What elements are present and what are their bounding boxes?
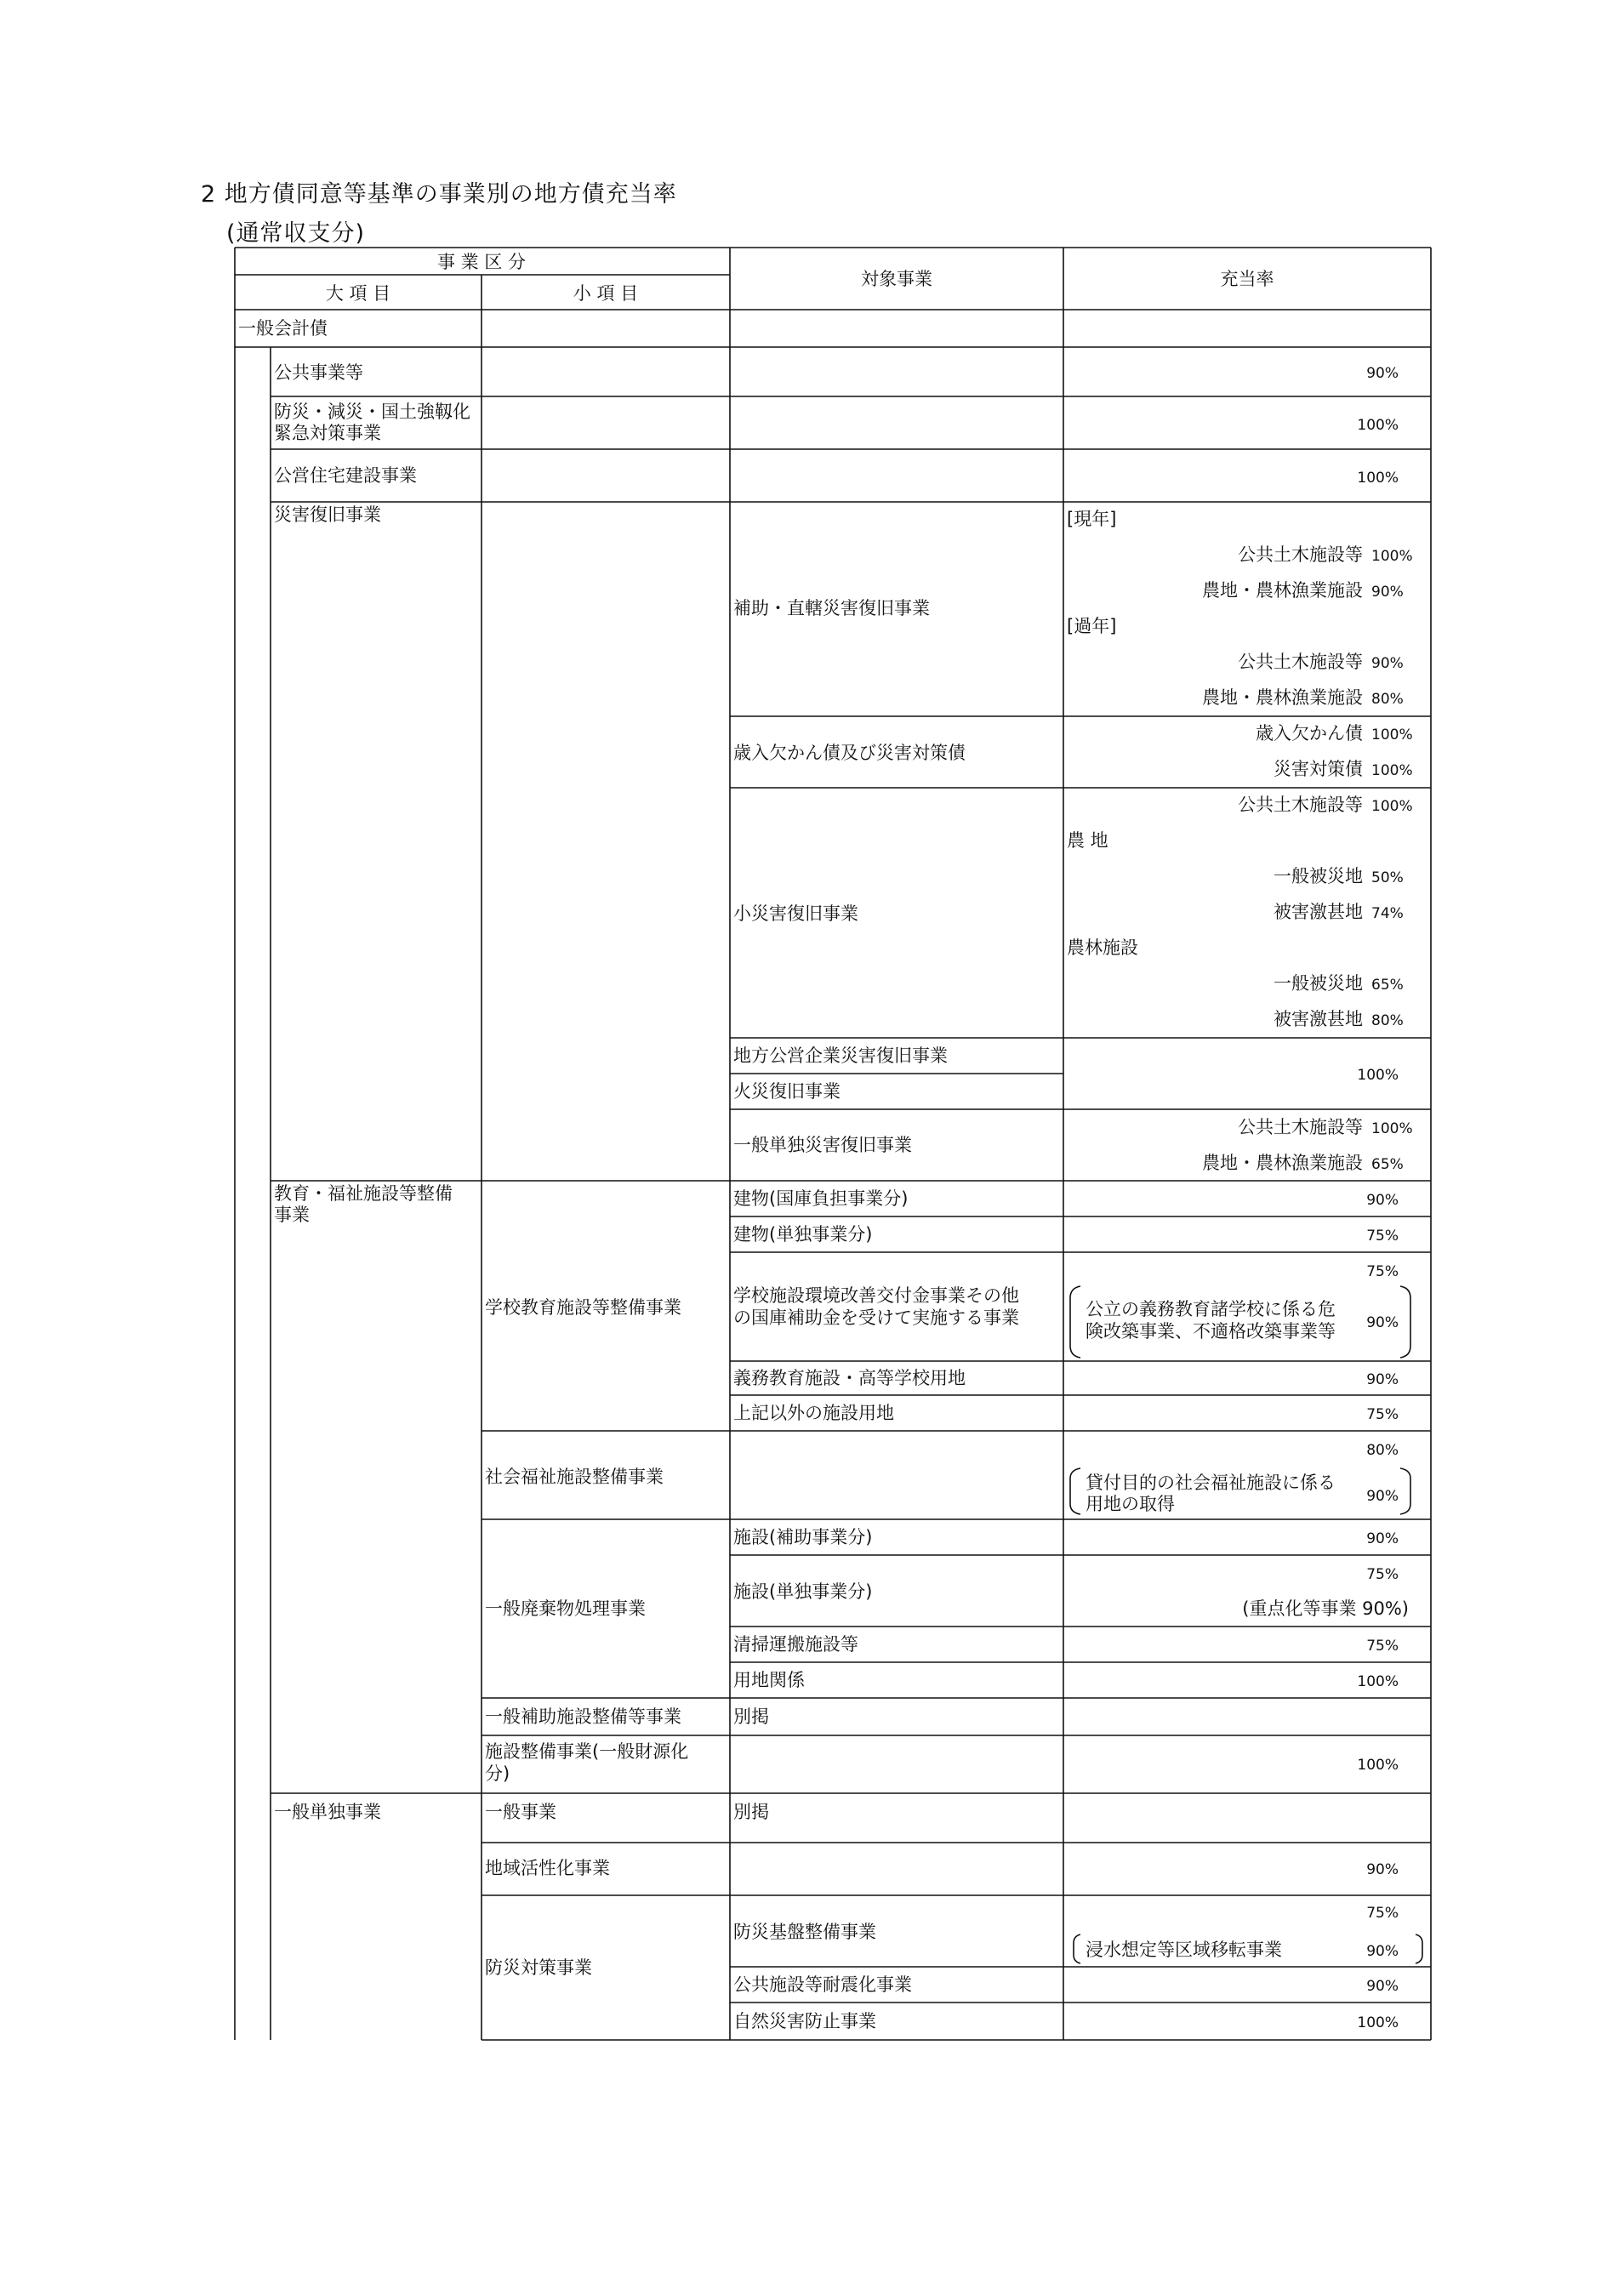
major-education-welfare-2: 事業: [274, 1205, 310, 1225]
target-building-national: 建物(国庫負担事業分): [733, 1188, 909, 1209]
rate-severe-area-1: 74%: [1371, 905, 1404, 922]
rate-welfare-lending: 90%: [1366, 1488, 1399, 1505]
rate-revenue-shortfall: 100%: [1371, 726, 1413, 743]
rate-other-facility-land: 75%: [1366, 1406, 1399, 1423]
target-public-enterprise-recovery: 地方公営企業災害復旧事業: [733, 1045, 948, 1066]
rate-public-housing: 100%: [1357, 470, 1399, 487]
target-building-single: 建物(単独事業分): [733, 1224, 873, 1245]
minor-social-welfare: 社会福祉施設整備事業: [485, 1467, 664, 1487]
rate-flood-relocation: 90%: [1366, 1943, 1399, 1960]
rate-public-civil-4: 100%: [1371, 1120, 1413, 1137]
rate-regional-revitalization: 90%: [1366, 1861, 1399, 1878]
page-subtitle: (通常収支分): [226, 220, 366, 247]
note-priority-projects: (重点化等事業 90%): [1242, 1598, 1409, 1619]
target-cleaning-transport: 清掃運搬施設等: [733, 1634, 858, 1655]
target-seismic-retrofit: 公共施設等耐震化事業: [733, 1974, 912, 1995]
header-minor: 小 項 目: [573, 283, 639, 304]
heading-current-year: [現年]: [1067, 509, 1117, 529]
minor-general-project: 一般事業: [485, 1802, 556, 1822]
note-welfare-lending-1: 貸付目的の社会福祉施設に係る: [1086, 1473, 1336, 1493]
label-revenue-shortfall: 歳入欠かん債: [1256, 723, 1363, 743]
rate-facility-subsidy: 90%: [1366, 1530, 1399, 1547]
target-land-related: 用地関係: [733, 1670, 805, 1690]
rate-farmland-3: 65%: [1371, 1156, 1404, 1173]
rate-cleaning-transport: 75%: [1366, 1638, 1399, 1655]
note-school-renovation-2: 険改築事業、不適格改築事業等: [1086, 1321, 1336, 1342]
rate-public-civil-2: 90%: [1371, 655, 1404, 672]
target-fire-recovery: 火災復旧事業: [733, 1081, 840, 1102]
rate-disaster-infrastructure: 75%: [1366, 1905, 1399, 1922]
label-severe-area-1: 被害激甚地: [1274, 902, 1363, 922]
target-facility-single: 施設(単独事業分): [733, 1581, 873, 1602]
rate-school-renovation: 90%: [1366, 1314, 1399, 1331]
minor-facility-general-fund-2: 分): [485, 1763, 510, 1784]
label-farmland-2: 農地・農林漁業施設: [1202, 687, 1363, 708]
target-separate-listing-2: 別掲: [733, 1802, 769, 1822]
minor-facility-general-fund-1: 施設整備事業(一般財源化: [485, 1741, 689, 1762]
label-general-area-2: 一般被災地: [1274, 973, 1363, 994]
heading-farmland: 農 地: [1067, 830, 1108, 851]
rate-school-grant: 75%: [1366, 1263, 1399, 1280]
rate-farmland-2: 80%: [1371, 691, 1404, 708]
major-public-works: 公共事業等: [274, 362, 363, 383]
rate-general-area-1: 50%: [1371, 869, 1404, 886]
major-public-housing: 公営住宅建設事業: [274, 465, 417, 486]
rate-severe-area-2: 80%: [1371, 1012, 1404, 1029]
minor-disaster-countermeasures: 防災対策事業: [485, 1957, 592, 1978]
target-separate-listing-1: 別掲: [733, 1706, 769, 1727]
target-revenue-shortfall: 歳入欠かん債及び災害対策債: [733, 743, 966, 763]
rate-enterprise-fire: 100%: [1357, 1067, 1399, 1084]
label-farmland-1: 農地・農林漁業施設: [1202, 580, 1363, 601]
label-public-civil-3: 公共土木施設等: [1238, 795, 1363, 815]
minor-waste-disposal: 一般廃棄物処理事業: [485, 1598, 646, 1619]
heading-past-year: [過年]: [1067, 616, 1117, 636]
minor-regional-revitalization: 地域活性化事業: [485, 1858, 610, 1878]
target-general-single-recovery: 一般単独災害復旧事業: [733, 1135, 912, 1155]
rate-public-works: 90%: [1366, 365, 1399, 382]
header-major: 大 項 目: [325, 283, 391, 304]
rate-building-national: 90%: [1366, 1192, 1399, 1209]
major-disaster-prevention-1: 防災・減災・国土強靱化: [274, 402, 470, 422]
target-school-grant-2: の国庫補助金を受けて実施する事業: [733, 1308, 1019, 1328]
target-disaster-infrastructure: 防災基盤整備事業: [733, 1922, 876, 1942]
page-title: 2 地方債同意等基準の事業別の地方債充当率: [201, 181, 677, 208]
target-compulsory-school-land: 義務教育施設・高等学校用地: [733, 1368, 966, 1388]
note-welfare-lending-2: 用地の取得: [1086, 1494, 1175, 1514]
target-other-facility-land: 上記以外の施設用地: [733, 1403, 894, 1423]
major-disaster-recovery: 災害復旧事業: [274, 504, 381, 525]
rate-building-single: 75%: [1366, 1228, 1399, 1245]
rate-facility-single: 75%: [1366, 1566, 1399, 1583]
rate-public-civil-3: 100%: [1371, 798, 1413, 815]
label-farmland-3: 農地・農林漁業施設: [1202, 1153, 1363, 1173]
minor-school-facilities: 学校教育施設等整備事業: [485, 1297, 681, 1318]
label-public-civil-4: 公共土木施設等: [1238, 1117, 1363, 1137]
target-school-grant-1: 学校施設環境改善交付金事業その他: [733, 1285, 1019, 1306]
header-target: 対象事業: [861, 269, 932, 289]
target-subsidized-recovery: 補助・直轄災害復旧事業: [733, 598, 930, 618]
rate-disaster-prevention: 100%: [1357, 417, 1399, 434]
label-general-area-1: 一般被災地: [1274, 866, 1363, 886]
header-rate: 充当率: [1220, 269, 1274, 289]
row-general-account: 一般会計債: [238, 318, 328, 339]
label-severe-area-2: 被害激甚地: [1274, 1009, 1363, 1029]
rate-farmland-1: 90%: [1371, 584, 1404, 601]
label-public-civil-1: 公共土木施設等: [1238, 544, 1363, 565]
target-small-disaster: 小災害復旧事業: [733, 903, 858, 924]
note-flood-relocation: 浸水想定等区域移転事業: [1086, 1940, 1282, 1960]
target-natural-disaster-prevention: 自然災害防止事業: [733, 2011, 876, 2031]
rate-public-civil-1: 100%: [1371, 548, 1413, 565]
target-facility-subsidy: 施設(補助事業分): [733, 1527, 873, 1547]
rate-general-area-2: 65%: [1371, 977, 1404, 994]
rate-seismic-retrofit: 90%: [1366, 1978, 1399, 1995]
header-group: 事 業 区 分: [436, 252, 527, 272]
label-public-civil-2: 公共土木施設等: [1238, 652, 1363, 672]
rate-compulsory-school-land: 90%: [1366, 1371, 1399, 1388]
major-general-single: 一般単独事業: [274, 1802, 381, 1822]
heading-agri-facility: 農林施設: [1067, 937, 1138, 958]
minor-general-subsidy-facility: 一般補助施設整備等事業: [485, 1706, 681, 1727]
rate-social-welfare: 80%: [1366, 1442, 1399, 1459]
major-education-welfare-1: 教育・福祉施設等整備: [274, 1183, 453, 1204]
label-disaster-bond: 災害対策債: [1274, 759, 1363, 779]
major-disaster-prevention-2: 緊急対策事業: [274, 423, 381, 443]
rate-natural-disaster-prevention: 100%: [1357, 2014, 1399, 2031]
note-school-renovation-1: 公立の義務教育諸学校に係る危: [1086, 1299, 1336, 1319]
rate-land-related: 100%: [1357, 1673, 1399, 1690]
rate-facility-general-fund: 100%: [1357, 1757, 1399, 1774]
rate-disaster-bond: 100%: [1371, 762, 1413, 779]
